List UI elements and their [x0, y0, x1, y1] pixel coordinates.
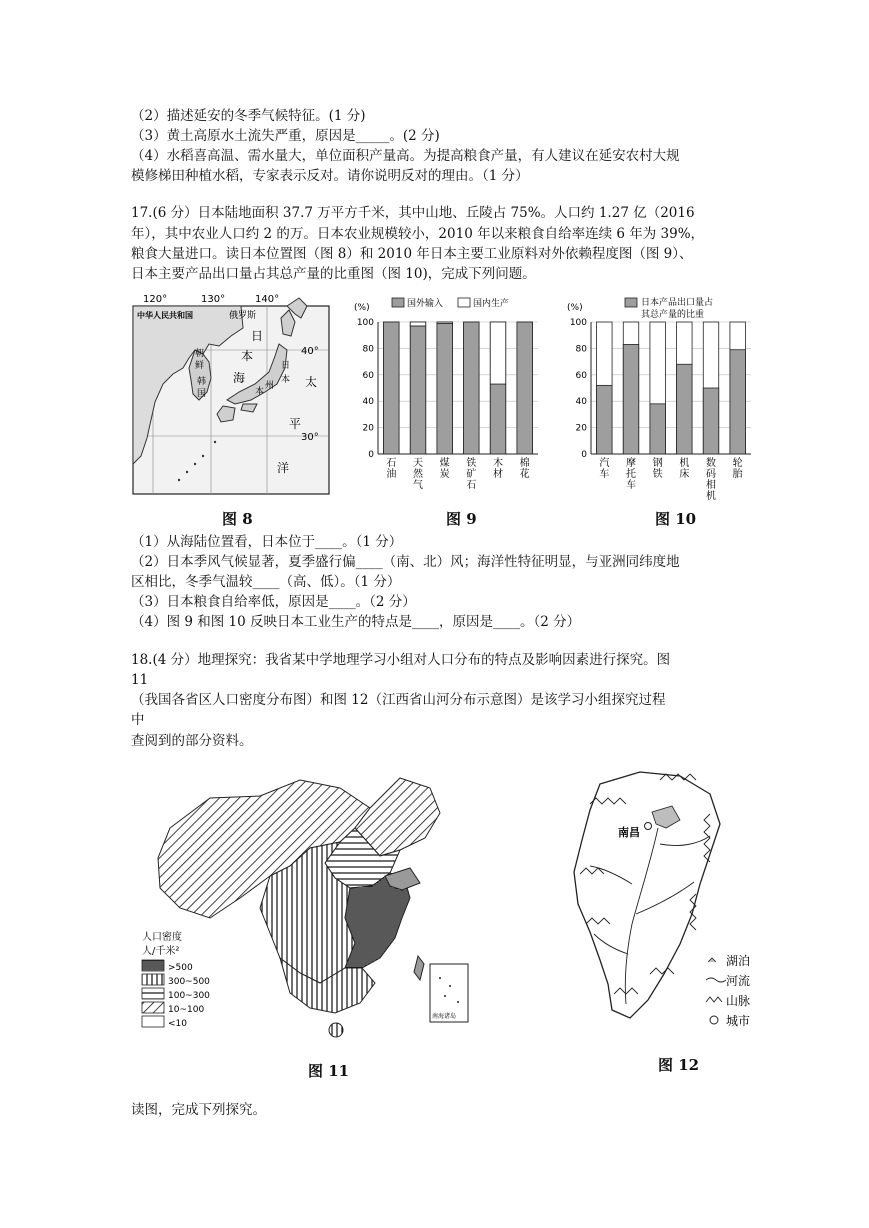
y-tick-label: 40	[575, 397, 587, 408]
bar-日本产品出口量占其总产量的比重	[730, 350, 745, 454]
label-russia: 俄罗斯	[229, 311, 257, 321]
y-tick-label: 100	[356, 318, 374, 328]
q16-subq3: （3）黄土高原水土流失严重，原因是_____。(2 分)	[131, 128, 440, 144]
legend-export-2: 其总产量的比重	[641, 310, 705, 320]
q17-subq2-line1: （2）日本季风气候显著，夏季盛行偏____（南、北）风；海洋性特征明显，与亚洲同纬度地	[131, 554, 680, 570]
x-tick-label: 胎	[732, 469, 743, 480]
bar-日本产品出口量占其总产量的比重	[623, 344, 638, 454]
x-tick-label: 木	[493, 458, 503, 469]
label-shu: 州	[265, 381, 275, 391]
label-china: 中华人民共和国	[137, 311, 193, 320]
x-tick-label: 车	[599, 469, 610, 480]
x-tick-label: 石	[386, 458, 397, 469]
legend-item-3: 100~300	[168, 991, 210, 1001]
figure-12-jiangxi-map	[560, 764, 760, 1049]
legend-export-1: 日本产品出口量占	[641, 298, 714, 308]
q17-intro-4: 日本主要产品出口量占其总产量的比重图（图 10)，完成下列问题。	[131, 266, 536, 282]
caption-fig11: 图 11	[308, 1062, 350, 1080]
legend-item-2: 300~500	[168, 977, 210, 987]
figure-10-chart	[563, 292, 763, 507]
legend-lake: 湖泊	[726, 954, 751, 968]
lon-120: 120°	[143, 294, 168, 305]
x-tick-label: 气	[413, 480, 423, 491]
bar-国内生产	[410, 322, 425, 326]
x-tick-label: 机	[679, 458, 690, 469]
q17-intro-2: 年），其中农业人口约 2 的万。日本农业规模较小，2010 年以来粮食自给率连续 6 年为 39%，	[131, 226, 705, 242]
caption-fig8: 图 8	[222, 510, 253, 528]
figure-8-japan-map	[131, 288, 337, 533]
x-tick-label: 天	[413, 458, 423, 469]
q16-subq4-line2: 模修梯田种植水稻，专家表示反对。请你说明反对的理由。（1 分）	[131, 168, 529, 184]
legend-river: 河流	[726, 974, 751, 988]
x-tick-label: 铁	[466, 458, 477, 469]
q17-intro-3: 粮食大量进口。读日本位置图（图 8）和 2010 年日本主要工业原料对外依赖程度图（图 9）、	[131, 246, 693, 262]
legend-swatch-domestic	[458, 298, 470, 307]
bar-日本产品出口量占其总产量的比重	[597, 385, 612, 454]
x-tick-label: 煤	[439, 458, 450, 469]
q18-intro-5: 查阅到的部分资料。	[131, 733, 253, 749]
q18-final-instruction: 读图，完成下列探究。	[131, 1102, 266, 1118]
y-tick-label: 40	[362, 397, 374, 408]
label-ben: 本	[241, 349, 254, 363]
legend-swatch-import	[392, 298, 404, 307]
x-tick-label: 棉	[519, 458, 530, 469]
x-tick-label: 轮	[732, 458, 743, 469]
bar-国外输入	[410, 326, 425, 454]
caption-fig12: 图 12	[658, 1056, 700, 1074]
x-tick-label: 汽	[599, 458, 610, 469]
lat-30: 30°	[301, 432, 319, 443]
legend-item-5: <10	[168, 1019, 187, 1029]
inset-label: 南海诸岛	[432, 1013, 457, 1020]
y-tick-label: 0	[581, 450, 587, 460]
q16-subq2: （2）描述延安的冬季气候特征。(1 分)	[131, 108, 366, 124]
legend-city: 城市	[726, 1014, 751, 1028]
bar-日本产品出口量占其总产量的比重	[703, 388, 718, 454]
x-tick-label: 然	[413, 469, 423, 480]
legend-mountain: 山脉	[726, 994, 751, 1008]
bar-日本产品出口量占其总产量的比重	[650, 404, 665, 454]
x-tick-label: 铁	[652, 469, 663, 480]
figure-9-chart	[350, 292, 550, 502]
x-tick-label: 相	[706, 480, 716, 491]
legend-domestic: 国内生产	[473, 299, 510, 309]
label-ping: 平	[289, 417, 302, 431]
label-honshu: 本	[255, 387, 265, 397]
bar-国外输入	[437, 323, 452, 454]
lon-130: 130°	[201, 294, 226, 305]
bar-国内生产	[490, 322, 505, 384]
y-tick-label: 100	[569, 318, 587, 328]
y-axis-label: (%)	[354, 303, 370, 313]
bar-国外输入	[464, 322, 479, 454]
y-tick-label: 60	[575, 370, 587, 381]
x-tick-label: 码	[706, 469, 716, 480]
x-tick-label: 托	[626, 469, 636, 480]
y-tick-label: 20	[362, 423, 374, 434]
caption-fig10: 图 10	[655, 510, 697, 528]
q18-intro-3: （我国各省区人口密度分布图）和图 12（江西省山河分布示意图）是该学习小组探究过程	[131, 692, 666, 708]
legend-item-4: 10~100	[168, 1005, 205, 1015]
y-tick-label: 80	[362, 344, 374, 355]
x-tick-label: 钢	[652, 458, 663, 469]
bar-国外输入	[384, 322, 399, 454]
label-chao: 朝	[195, 349, 205, 359]
label-ben2: 本	[281, 375, 291, 385]
q18-intro-2: 11	[131, 672, 149, 688]
x-tick-label: 摩	[626, 458, 636, 469]
x-tick-label: 车	[626, 480, 636, 491]
bar-国内生产	[437, 322, 452, 323]
x-tick-label: 机	[706, 491, 716, 502]
legend-unit: 人/千米²	[142, 946, 180, 957]
x-tick-label: 石	[466, 480, 477, 491]
x-tick-label: 矿	[466, 469, 477, 480]
y-tick-label: 20	[575, 423, 587, 434]
label-ri2: 日	[281, 361, 291, 371]
x-tick-label: 炭	[439, 469, 450, 480]
q17-subq1: （1）从海陆位置看，日本位于____。（1 分）	[131, 534, 403, 550]
x-tick-label: 材	[493, 469, 503, 480]
city-nanchang: 南昌	[618, 826, 640, 839]
x-tick-label: 油	[386, 469, 397, 480]
x-tick-label: 花	[519, 469, 530, 480]
y-axis-label: (%)	[567, 303, 583, 313]
label-tai: 太	[305, 375, 318, 389]
q17-intro-1: 17.(6 分）日本陆地面积 37.7 万平方千米，其中山地、丘陵占 75%。人口约 1.27 亿（2016	[131, 205, 695, 221]
label-ri: 日	[251, 329, 264, 343]
figure-11-china-map	[140, 768, 470, 1068]
q18-intro-4: 中	[131, 712, 145, 728]
q18-intro-1: 18.(4 分）地理探究：我省某中学地理学习小组对人口分布的特点及影响因素进行探究。图	[131, 652, 671, 668]
lat-40: 40°	[301, 346, 319, 357]
label-yang: 洋	[277, 461, 290, 475]
label-guo: 国	[197, 389, 207, 399]
q17-subq3: （3）日本粮食自给率低，原因是____。（2 分）	[131, 594, 416, 610]
label-xian: 鲜	[195, 361, 205, 371]
label-hai: 海	[233, 371, 246, 385]
y-tick-label: 0	[368, 450, 374, 460]
lon-140: 140°	[255, 294, 280, 305]
q16-subq4-line1: （4）水稻喜高温、需水量大，单位面积产量高。为提高粮食产量，有人建议在延安农村大规	[131, 148, 680, 164]
y-tick-label: 60	[362, 370, 374, 381]
q17-subq2-line2: 区相比，冬季气温较____（高、低）。（1 分）	[131, 574, 401, 590]
y-tick-label: 80	[575, 344, 587, 355]
legend-swatch-export	[625, 298, 637, 307]
caption-fig9: 图 9	[446, 510, 477, 528]
legend-item-1: >500	[168, 963, 193, 973]
bar-国外输入	[517, 322, 532, 454]
q17-subq4: （4）图 9 和图 10 反映日本工业生产的特点是____，原因是____。（2 分）	[131, 614, 581, 630]
x-tick-label: 数	[706, 458, 716, 469]
bar-日本产品出口量占其总产量的比重	[677, 364, 692, 454]
legend-title: 人口密度	[142, 932, 182, 943]
label-han: 韩	[197, 377, 207, 387]
x-tick-label: 床	[679, 469, 690, 480]
bar-国外输入	[490, 384, 505, 454]
legend-import: 国外输入	[407, 299, 444, 309]
